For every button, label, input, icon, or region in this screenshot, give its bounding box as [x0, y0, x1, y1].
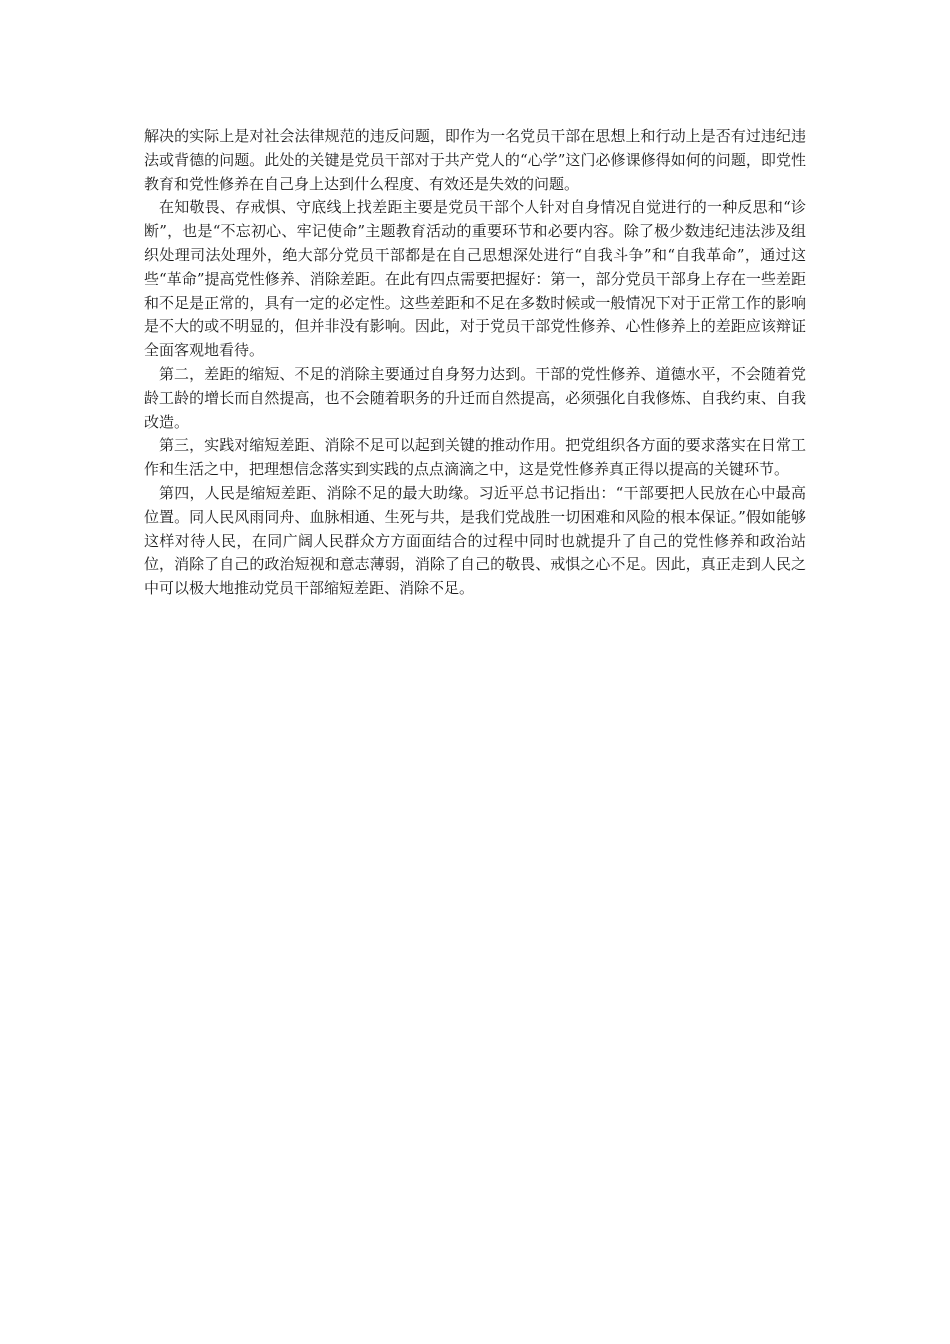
paragraph-fourth-point: 第四，人民是缩短差距、消除不足的最大助缘。习近平总书记指出：“干部要把人民放在心中最高位置。同人民风雨同舟、血脉相通、生死与共，是我们党战胜一切困难和风险的根本保证。”假如能够这样对待人民，在同广阔人民群众方方面面结合的过程中同时也就提升了自己的党性修养和政治站位，消除了自己的政治短视和意志薄弱，消除了自己的敬畏、戒惧之心不足。因此，真正走到人民之中可以极大地推动党员干部缩短差距、消除不足。 — [144, 483, 806, 598]
document-body — [144, 125, 806, 601]
paragraph-second-point: 第二，差距的缩短、不足的消除主要通过自身努力达到。干部的党性修养、道德水平，不会随着党龄工龄的增长而自然提高，也不会随着职务的升迁而自然提高，必须强化自我修炼、自我约束、自我改造。 — [144, 364, 806, 431]
paragraph-continuation: 解决的实际上是对社会法律规范的违反问题，即作为一名党员干部在思想上和行动上是否有过违纪违法或背德的问题。此处的关键是党员干部对于共产党人的“心学”这门必修课修得如何的问题，即党性教育和党性修养在自己身上达到什么程度、有效还是失效的问题。 — [144, 127, 806, 193]
paragraph-third-point: 第三，实践对缩短差距、消除不足可以起到关键的推动作用。把党组织各方面的要求落实在日常工作和生活之中，把理想信念落实到实践的点点滴滴之中，这是党性修养真正得以提高的关键环节。 — [144, 436, 806, 479]
paragraph-finding-gaps: 在知敬畏、存戒惧、守底线上找差距主要是党员干部个人针对自身情况自觉进行的一种反思和“诊断”，也是“不忘初心、牢记使命”主题教育活动的重要环节和必要内容。除了极少数违纪违法涉及组织处理司法处理外，绝大部分党员干部都是在自己思想深处进行“自我斗争”和“自我革命”，通过这些“革命”提高党性修养、消除差距。在此有四点需要把握好：第一，部分党员干部身上存在一些差距和不足是正常的，具有一定的必定性。这些差距和不足在多数时候或一般情况下对于正常工作的影响是不大的或不明显的，但并非没有影响。因此，对于党员干部党性修养、心性修养上的差距应该辩证全面客观地看待。 — [144, 198, 806, 360]
